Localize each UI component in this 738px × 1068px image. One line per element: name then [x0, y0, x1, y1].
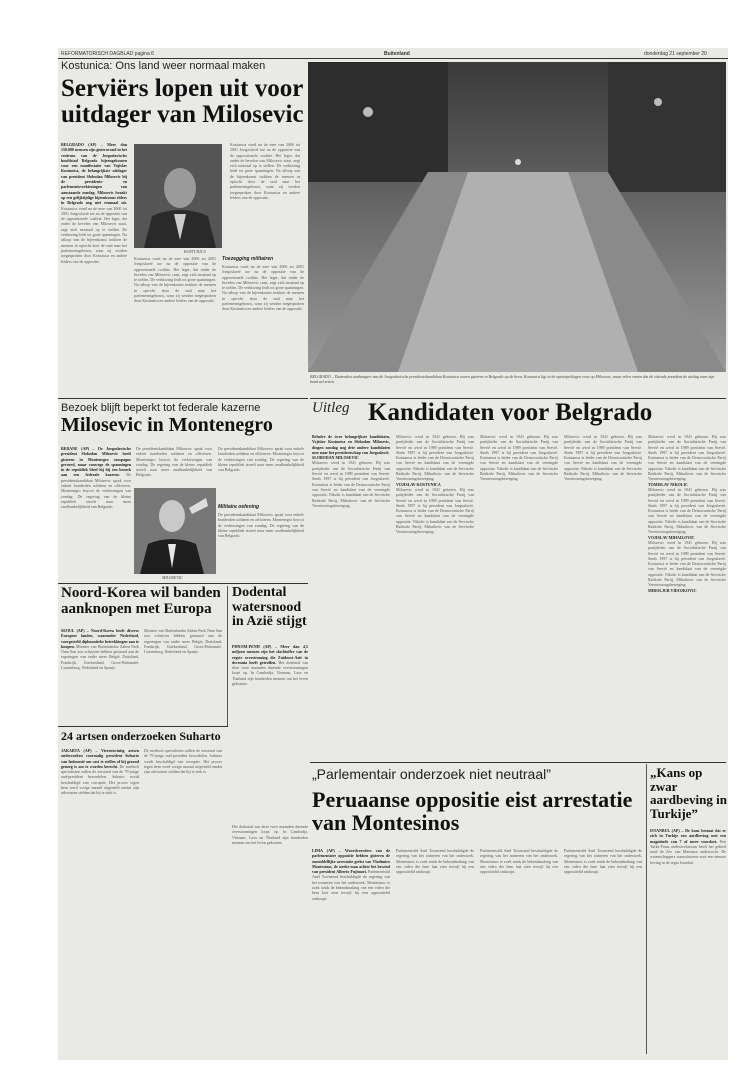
section-rule [58, 726, 228, 727]
article-body-column: Kostunica vond na de mee van 2000 tot 2001 Joegoslavië toe na de oppositie van de oppositionele coalitie. Het leger, dat onder de bevelen van Milosevic staat, zegt zich neutraal op te stellen. De verkiezing leidt tot grote spanningen. Na afloop van de bijeenkomst trokken de mensen in optocht door de stad naar het parlementsgebouw, waar zij werden toegesproken door Kostunica en andere leiders van de oppositie. [222, 264, 304, 312]
article-body-column: Kostunica vond na de mee van 2000 tot 2001 Joegoslavië toe na de oppositie van de oppositionele coalitie. Het leger, dat onder de bevelen van Milosevic staat, zegt zich neutraal op te stellen. De verkiezing leidt tot grote spanningen. Na afloop van de bijeenkomst trokken de mensen in optocht door de stad naar het parlementsgebouw, waar zij werden toegesproken door Kostunica en andere leiders van de oppositie. [134, 256, 216, 304]
article-subhead: Militaire oefening [218, 504, 260, 510]
article-body-column: Milosevic werd in 1941 geboren. Hij was partijleider van de Socialistische Partij van Servië en werd in 1989 president van Servië. Sinds 1997 is hij president van Joegoslavië. Kostunica is leider van de Democratische Partij van Servië en kandidaat van de verenigde oppositie. Nikolic is kandidaat van de Servische Radicale Partij, Mihailovic van de Servische Vernieuwingsbeweging. [480, 434, 558, 482]
article-lead: BELGRADO (AP) – Meer dan 150.000 mensen zijn gisteravond in het centrum van de Joegoslavische hoofdstad Belgrado bijeengekomen voor een manifestatie van Vojislav Kostunica, de belangrijkste uitdager van president Slobodan Milosevic bij de presidents- en parlementsverkiezingen van aanstaande zondag. Milosevic braakt op een gelijktijdige bijeenkomst elders in Belgrado nog niet eenmaal uit. [61, 142, 127, 206]
article-body-column: LIMA (AP) – Woordvoerders van de parlementaire oppositie hebben gisteren de onmiddellijke arrestatie geëist van Vladimiro Montesinos, de sterke man achter het bewind van president Alberto Fujimori. Parlementslid Anel Townsend beschuldigde de regering van het traineren van het onderzoek. Montesinos is zoek sinds de bekendmaking van een video die hem laat zien terwijl hij een oppositielid omkoopt. [312, 848, 390, 901]
article-headline: 24 artsen onderzoeken Suharto [61, 729, 221, 743]
article-body-column: De presidentskandidaat Milosevic sprak voor enkele honderden soldaten en officieren. Montenegro boycot de verkiezingen van zondag. De regering van de kleine republiek streeft naar meer onafhankelijkheid van Belgrado. [136, 446, 212, 478]
article-headline: Serviërs lopen uit voor uitdager van Milosevic [61, 75, 304, 129]
article-headline: Peruaanse oppositie eist arrestatie van Montesinos [312, 787, 633, 836]
article-headline: Noord-Korea wil banden aanknopen met Europa [61, 585, 221, 617]
article-body-column: ISTANBUL (AP) – De kans bestaat dat er zich in Turkije een aardbeving met een magnitude van 7 of meer voordoet. Een Turks-Frans onderzoeksteam heeft het gebied rond de Zee van Marmara onderzocht. De wetenschappers waarschuwen voor een nieuwe beving in de regio Istanbul. [650, 828, 726, 865]
newspaper-page [58, 48, 728, 1060]
article-body-column: Parlementslid Anel Townsend beschuldigde de regering van het traineren van het onderzoek. Montesinos is zoek sinds de bekendmaking van een video die hem laat zien terwijl hij een oppositielid omkoopt. [396, 848, 474, 875]
article-body-column [61, 142, 127, 370]
kostunica-photo [134, 144, 222, 248]
article-body-column: Milosevic werd in 1941 geboren. Hij was partijleider van de Socialistische Partij van Servië en werd in 1989 president van Servië. Sinds 1997 is hij president van Joegoslavië. Kostunica is leider van de Democratische Partij van Servië en kandidaat van de verenigde oppositie. Nikolic is kandidaat van de Servische Radicale Partij, Mihailovic van de Servische Vernieuwingsbeweging. TOMISLAV NIKOLIC Milosevic werd in 1941 geboren. Hij was partijleider van de Socialistische Partij van Servië en werd in 1989 president van Servië. Sinds 1997 is hij president van Joegoslavië. Kostunica is leider van de Democratische Partij van Servië en kandidaat van de verenigde oppositie. Nikolic is kandidaat van de Servische Radicale Partij, Mihailovic van de Servische Vernieuwingsbeweging. VOJISLAV MIHAILOVIC Milosevic werd in 1941 geboren. Hij was partijleider van de Socialistische Partij van Servië en werd in 1989 president van Servië. Sinds 1997 is hij president van Joegoslavië. Kostunica is leider van de Democratische Partij van Servië en kandidaat van de verenigde oppositie. Nikolic is kandidaat van de Servische Radicale Partij, Mihailovic van de Servische Vernieuwingsbeweging. MIROLJUB VIDOJKOVIC [648, 434, 726, 593]
article-body-column: De presidentskandidaat Milosevic sprak voor enkele honderden soldaten en officieren. Montenegro boycot de verkiezingen van zondag. De regering van de kleine republiek streeft naar meer onafhankelijkheid van Belgrado. [218, 512, 304, 539]
article-kicker: „Parlementair onderzoek niet neutraal” [312, 766, 551, 782]
article-headline: „Kans op zwar aardbeving in Turkije” [650, 765, 727, 821]
section-rule [310, 762, 726, 763]
milosevic-photo [134, 488, 216, 574]
article-body-column: Behalve de twee belangrijkste kandidaten, Vojislav Kostunica en Slobodan Milosevic, dingen zondag nog drie andere kandidaten mee naar het presidentschap van Joegoslavië. SLOBODAN MILOSEVIC Milosevic werd in 1941 geboren. Hij was partijleider van de Socialistische Partij van Servië en werd in 1989 president van Servië. Sinds 1997 is hij president van Joegoslavië. Kostunica is leider van de Democratische Partij van Servië en kandidaat van de verenigde oppositie. Nikolic is kandidaat van de Servische Radicale Partij, Mihailovic van de Servische Vernieuwingsbeweging. [312, 434, 390, 508]
article-headline: Kandidaten voor Belgrado [368, 399, 653, 426]
header-rule [58, 58, 728, 59]
article-body-column: PHNOM-PENH (AP) – Meer dan 4,5 miljoen mensen zijn het slachtoffer van de ergste overstroming die Zuidoost-Azië in decennia heeft getroffen. Het dodental van deze twee maanden durende overstromingen loopt op. In Cambodja, Vietnam, Laos en Thailand zijn honderden mensen om het leven gekomen. [232, 644, 308, 687]
column-rule [227, 586, 228, 726]
column-rule [646, 764, 647, 1054]
article-body-column: Parlementslid Anel Townsend beschuldigde de regering van het traineren van het onderzoek. Montesinos is zoek sinds de bekendmaking van een video die hem laat zien terwijl hij een oppositielid omkoopt. [480, 848, 558, 875]
section-title: Buitenland [384, 51, 410, 57]
photo-caption: MILOSEVIC [162, 575, 183, 580]
article-body-column: Milosevic werd in 1941 geboren. Hij was partijleider van de Socialistische Partij van Servië en werd in 1989 president van Servië. Sinds 1997 is hij president van Joegoslavië. Kostunica is leider van de Democratische Partij van Servië en kandidaat van de verenigde oppositie. Nikolic is kandidaat van de Servische Radicale Partij, Mihailovic van de Servische Vernieuwingsbeweging. [564, 434, 642, 482]
uitleg-label: Uitleg [312, 400, 350, 416]
article-kicker: Bezoek blijft beperkt tot federale kazerne [61, 402, 261, 414]
article-body-column: Kostunica vond na de mee van 2000 tot 2001 Joegoslavië toe na de oppositie van de oppositionele coalitie. Het leger, dat onder de bevelen van Milosevic staat, zegt zich neutraal op te stellen. De verkiezing leidt tot grote spanningen. Na afloop van de bijeenkomst trokken de mensen in optocht door de stad naar het parlementsgebouw, waar zij werden toegesproken door Kostunica en andere leiders van de oppositie. [230, 142, 300, 200]
article-body-column: Het dodental van deze twee maanden durende overstromingen loopt op. In Cambodja, Vietnam, Laos en Thailand zijn honderden mensen om het leven gekomen. [232, 824, 308, 845]
article-headline: Dodental watersnood in Azië stijgt [232, 585, 307, 630]
section-rule [58, 398, 308, 399]
photo-caption: KOSTUNICA [184, 249, 206, 254]
article-kicker: Kostunica: Ons land weer normaal maken [61, 60, 266, 72]
crowd-photo [308, 62, 726, 372]
article-body-column: Milosevic werd in 1941 geboren. Hij was partijleider van de Socialistische Partij van Servië en werd in 1989 president van Servië. Sinds 1997 is hij president van Joegoslavië. Kostunica is leider van de Democratische Partij van Servië en kandidaat van de verenigde oppositie. Nikolic is kandidaat van de Servische Radicale Partij, Mihailovic van de Servische Vernieuwingsbeweging. VOJISLAV KOSTUNICA Milosevic werd in 1941 geboren. Hij was partijleider van de Socialistische Partij van Servië en werd in 1989 president van Servië. Sinds 1997 is hij president van Joegoslavië. Kostunica is leider van de Democratische Partij van Servië en kandidaat van de verenigde oppositie. Nikolic is kandidaat van de Servische Radicale Partij, Mihailovic van de Servische Vernieuwingsbeweging. [396, 434, 474, 535]
article-body-column: De medisch specialisten zullen de toestand van de 79-jarige oud-president beoordelen. Suharto wordt beschuldigd van corruptie. Het proces tegen hem werd vorige maand uitgesteld omdat zijn advocaten stelden dat hij te ziek is. [144, 748, 222, 775]
article-body-column: Parlementslid Anel Townsend beschuldigde de regering van het traineren van het onderzoek. Montesinos is zoek sinds de bekendmaking van een video die hem laat zien terwijl hij een oppositielid omkoopt. [564, 848, 642, 875]
article-body: Kostunica vond na de mee van 2000 tot 2001 Joegoslavië toe na de oppositie van de oppositionele coalitie. Het leger, dat onder de bevelen van Milosevic staat, zegt zich neutraal op te stellen. De verkiezing leidt tot grote spanningen. Na afloop van de bijeenkomst trokken de mensen in optocht door de stad naar het parlementsgebouw, waar zij werden toegesproken door Kostunica en andere leiders van de oppositie. [61, 205, 127, 264]
article-headline: Milosevic in Montenegro [61, 414, 273, 436]
article-body-column: SEOUL (AP) – Noord-Korea heeft diverse Europese landen, waaronder Nederland, voorgesteld diplomatieke betrekkingen aan te knopen. Minister van Buitenlandse Zaken Paek Nam Sun zou schrijven hebben gestuurd aan de regeringen van onder meer België, Duitsland, Frankrijk, Griekenland, Groot-Brittannië, Luxemburg, Nederland en Spanje. [61, 628, 139, 671]
article-body-column: BERANE (AP) – De Joegoslavische president Slobodan Milosevic heeft gisteren in Montenegro campagne gevoerd, maar vanwege de spanningen in de republiek bleef hij bij een bezoek aan een federale kazerne. De presidentskandidaat Milosevic sprak voor enkele honderden soldaten en officieren. Montenegro boycot de verkiezingen van zondag. De regering van de kleine republiek streeft naar meer onafhankelijkheid van Belgrado. [61, 446, 131, 510]
article-body-column: Minister van Buitenlandse Zaken Paek Nam Sun zou schrijven hebben gestuurd aan de regeringen van onder meer België, Duitsland, Frankrijk, Griekenland, Groot-Brittannië, Luxemburg, Nederland en Spanje. [144, 628, 222, 655]
page-date: donderdag 21 september 20 [644, 51, 707, 57]
article-body-column: JAKARTA (AP) – Vierentwintig artsen onderzoeken voormalig president Suharto van Indonesië om vast te stellen of hij gezond genoeg is om te worden berecht. De medisch specialisten zullen de toestand van de 79-jarige oud-president beoordelen. Suharto wordt beschuldigd van corruptie. Het proces tegen hem werd vorige maand uitgesteld omdat zijn advocaten stelden dat hij te ziek is. [61, 748, 139, 796]
article-subhead: Toezegging militairen [222, 256, 274, 262]
article-body-column: De presidentskandidaat Milosevic sprak voor enkele honderden soldaten en officieren. Montenegro boycot de verkiezingen van zondag. De regering van de kleine republiek streeft naar meer onafhankelijkheid van Belgrado. [218, 446, 304, 473]
section-rule [58, 583, 308, 584]
photo-caption-large: BELGRADO – Duizenden aanhangers van de Joegoslavische presidentskandidaat Kostunica waren gisteren in Belgrado op de been. Kostunica ligt in de opiniepeilingen voor op Milosevic, maar velen vrezen dat de zittende president de uitslag naar zijn hand zal zetten. [310, 374, 715, 384]
page-header-left: REFORMATORISCH DAGBLAD pagina 6 [61, 51, 154, 57]
